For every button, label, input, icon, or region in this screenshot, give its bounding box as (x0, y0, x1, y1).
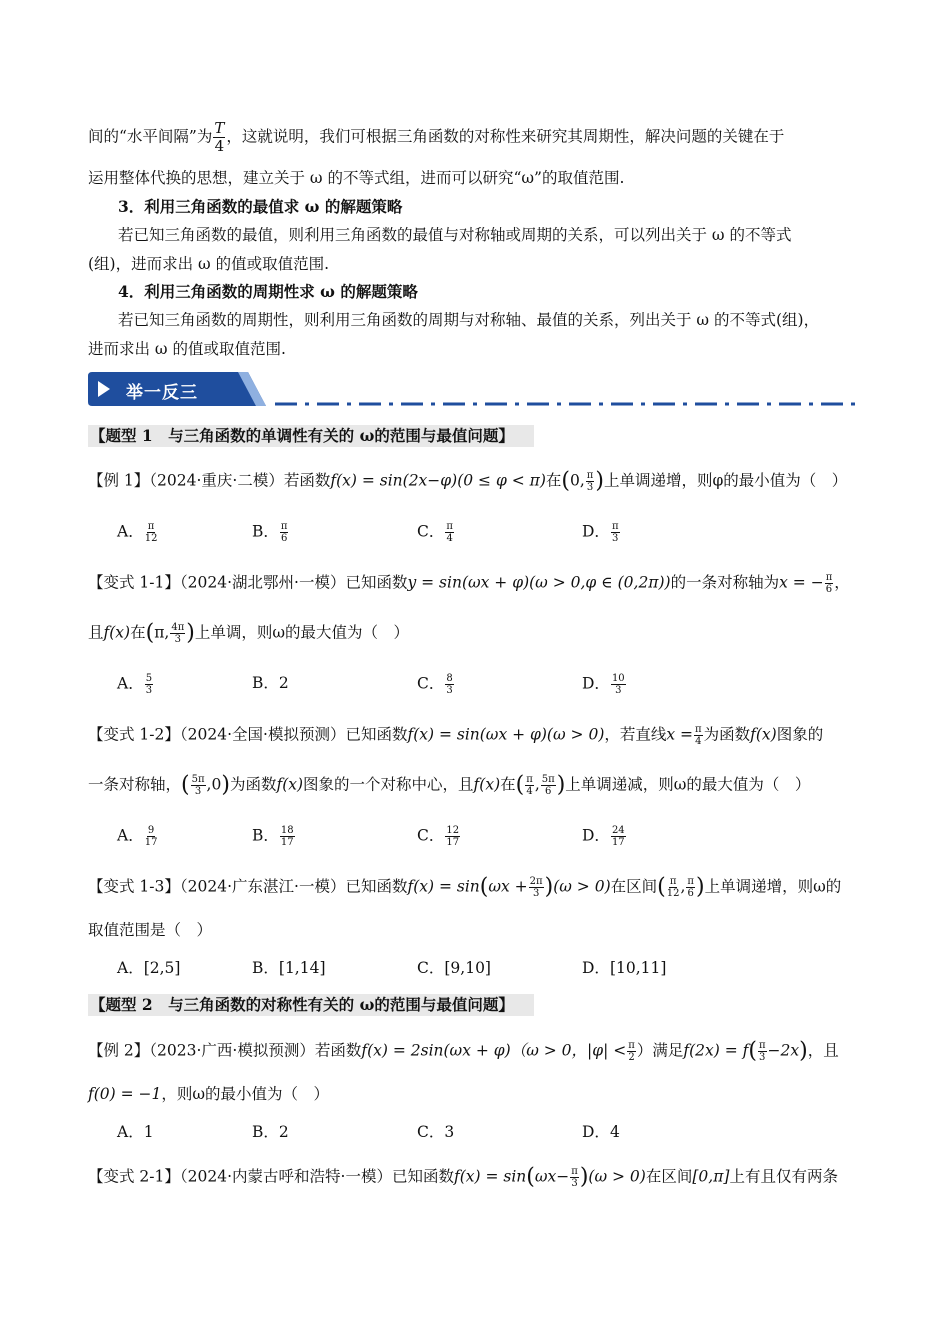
text: 间的“水平间隔”为 (88, 127, 213, 146)
option-b[interactable]: B．2 (252, 1123, 289, 1141)
type-2-title: 【题型 2 与三角函数的对称性有关的 ω的范围与最值问题】 (90, 995, 514, 1014)
text: 在 (545, 471, 562, 490)
option-d[interactable]: D． $\frac{\pi}{3}$ (582, 521, 619, 544)
intro-line-2: 运用整体代换的思想，建立关于 ω 的不等式组，进而可以研究“ω”的取值范围. (88, 169, 625, 187)
section-3-para-1: 若已知三角函数的最值，则利用三角函数的最值与对称轴或周期的关系，可以列出关于 ω 的不等式 (118, 226, 792, 244)
interval-start: 0, (569, 471, 585, 490)
option-a[interactable]: A．1 (117, 1123, 154, 1141)
option-d[interactable]: D．[10,11] (582, 959, 667, 977)
variant-1-1-stem-line-2: 且f(x)在(π, $\frac{4\pi}{3}$ )上单调，则ω的最大值为（ ） (88, 620, 409, 646)
denominator: 4 (214, 137, 225, 155)
banner-label: 举一反三 (126, 383, 198, 403)
option-c[interactable]: C． $\frac{12}{17}$ (417, 825, 460, 848)
text: 【例 1】（2024·重庆·二模）若函数 (88, 471, 331, 490)
option-d[interactable]: D． $\frac{10}{3}$ (582, 673, 625, 696)
fraction (213, 120, 225, 155)
formula: f(x) = sin(2x−φ)(0 ≤ φ < π) (330, 471, 546, 490)
denominator: 3 (586, 482, 594, 493)
section-4-para-2: 进而求出 ω 的值或取值范围. (88, 340, 286, 358)
numerator: π (586, 470, 594, 481)
option-a[interactable]: A．[2,5] (117, 959, 181, 977)
formula: y = sin(ωx + φ)(ω > 0,φ ∈ (0,2π)) (407, 573, 671, 592)
option-b[interactable]: B． $\frac{18}{17}$ (252, 825, 294, 848)
section-4-para-1: 若已知三角函数的周期性，则利用三角函数的周期与对称轴、最值的关系，列出关于 ω 的不等式(组)， (118, 311, 820, 329)
option-a[interactable]: A． $\frac{5}{3}$ (117, 673, 153, 696)
fraction (586, 470, 595, 493)
option-b[interactable]: B． $\frac{\pi}{6}$ (252, 521, 288, 544)
option-d[interactable]: D． $\frac{24}{17}$ (582, 825, 625, 848)
variant-1-2-stem-line-1: 【变式 1-2】（2024·全国·模拟预测）已知函数f(x) = sin(ωx + φ)(ω > 0)，若直线x = $\frac{\pi}{4}$ 为函数f(x)图象的 (88, 724, 824, 747)
option-a[interactable]: A． $\frac{9}{17}$ (117, 825, 158, 848)
section-4-title: 4．利用三角函数的周期性求 ω 的解题策略 (118, 282, 418, 301)
option-c[interactable]: C．[9,10] (417, 959, 491, 977)
section-3-para-2: (组)，进而求出 ω 的值或取值范围. (88, 255, 330, 273)
variant-2-1-stem: 【变式 2-1】（2024·内蒙古呼和浩特·一模）已知函数f(x) = sin(ωx− $\frac{\pi}{3}$ )(ω > 0)在区间[0,π]上有且仅有两条 (88, 1164, 838, 1190)
intro-line-1 (88, 120, 784, 155)
option-c[interactable]: C． $\frac{8}{3}$ (417, 673, 453, 696)
type-1-title: 【题型 1 与三角函数的单调性有关的 ω的范围与最值问题】 (90, 426, 514, 445)
option-c[interactable]: C． $\frac{\pi}{4}$ (417, 521, 453, 544)
variant-1-3-stem-line-2: 取值范围是（ ） (88, 921, 213, 939)
variant-1-2-stem-line-2: 一条对称轴，( $\frac{5\pi}{3}$ ,0)为函数f(x)图象的一个对称中心，且f(x)在( $\frac{\pi}{4}$ , $\frac{5\pi}{6}$ )上单调递减，则ω的最大值为（ ） (88, 772, 811, 798)
dash-dot-divider (275, 402, 860, 406)
variant-1-1-stem-line-1: 【变式 1-1】（2024·湖北鄂州·一模）已知函数y = sin(ωx + φ)(ω > 0,φ ∈ (0,2π))的一条对称轴为x = − $\frac{\pi}{6}$ ， (88, 572, 850, 595)
option-b[interactable]: B．2 (252, 674, 289, 692)
formula: f(x) = sin(ωx + φ)(ω > 0) (407, 725, 605, 744)
formula: f(x) = 2sin(ωx + φ) (361, 1041, 511, 1060)
example-2-stem-line-2: f(0) = −1，则ω的最小值为（ ） (88, 1085, 330, 1103)
option-a[interactable]: A． $\frac{\pi}{12}$ (117, 521, 158, 544)
example-1-stem: 【例 1】（2024·重庆·二模）若函数f(x) = sin(2x−φ)(0 ≤ φ < π)在(0, $\frac{\pi}{3}$ )上单调递增，则φ的最小值为（ ） (88, 468, 848, 494)
option-c[interactable]: C．3 (417, 1123, 455, 1141)
section-3-title: 3．利用三角函数的最值求 ω 的解题策略 (118, 197, 403, 216)
variant-1-3-stem-line-1: 【变式 1-3】（2024·广东湛江·一模）已知函数f(x) = sin(ωx + $\frac{2\pi}{3}$ )(ω > 0)在区间( $\frac{\pi}{12}$ , $\frac{\pi}{6}$ )上单调递增，则ω的 (88, 874, 842, 900)
text: ，这就说明，我们可根据三角函数的对称性来研究其周期性，解决问题的关键在于 (226, 127, 785, 146)
example-2-stem-line-1: 【例 2】（2023·广西·模拟预测）若函数f(x) = 2sin(ωx + φ)（ω > 0，|φ| < $\frac{\pi}{2}$ ）满足f(2x) = f( $\frac{\pi}{3}$ −2x)，且 (88, 1038, 839, 1064)
numerator: T (214, 119, 225, 137)
option-d[interactable]: D．4 (582, 1123, 620, 1141)
option-b[interactable]: B．[1,14] (252, 959, 326, 977)
text: 上单调递增，则φ的最小值为（ ） (603, 471, 848, 490)
